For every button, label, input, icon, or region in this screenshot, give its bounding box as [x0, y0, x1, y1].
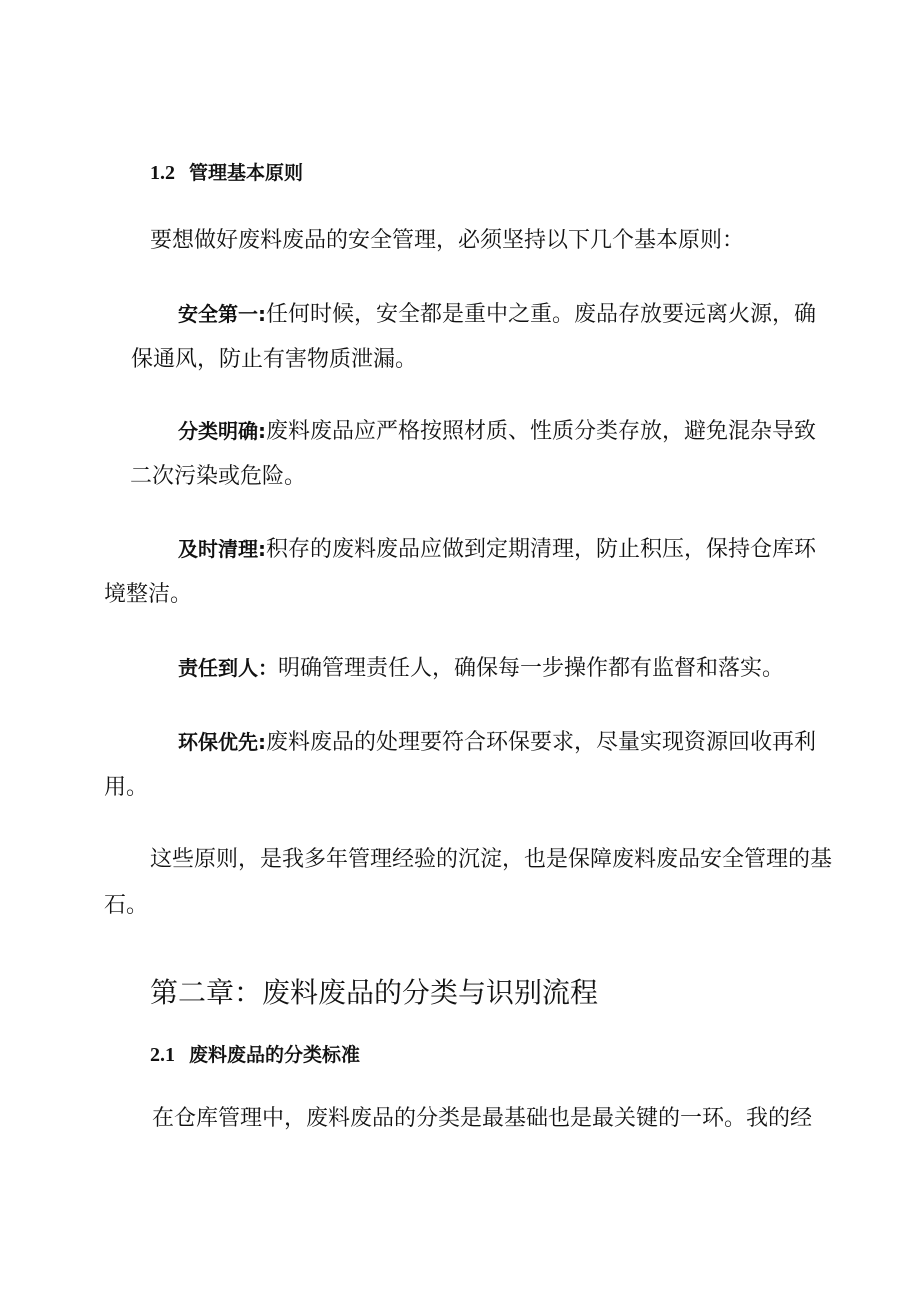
principle-term: 环保优先: [178, 730, 266, 754]
principle-environment-first [0, 719, 920, 811]
section-title: 管理基本原则 [189, 162, 304, 184]
principle-term: 及时清理: [178, 537, 266, 561]
section-heading-2-1 [150, 1042, 850, 1068]
intro-paragraph: 要想做好废料废品的安全管理，必须坚持以下几个基本原则： [150, 228, 745, 253]
chapter-title: 第二章：废料废品的分类与识别流程 [150, 976, 599, 1009]
principle-term: 安全第一: [178, 302, 266, 326]
principle-safety-first [0, 291, 920, 383]
section-number: 2.1 [150, 1044, 175, 1066]
section-number: 1.2 [150, 162, 175, 184]
principle-text-cont: 保通风，防止有害物质泄漏。 [131, 347, 418, 372]
section-title: 废料废品的分类标准 [189, 1044, 361, 1066]
conclusion-paragraph: 这些原则，是我多年管理经验的沉淀，也是保障废料废品安全管理的基 石。 [104, 847, 833, 918]
principle-term: 分类明确: [178, 419, 266, 443]
principle-term: 责任到人： [178, 656, 278, 680]
section-2-1-paragraph: 在仓库管理中，废料废品的分类是最基础也是最关键的一环。我的经 [152, 1106, 813, 1131]
principle-text: 任何时候，安全都是重中之重。废品存放要远离火源，确 [266, 302, 817, 327]
section-heading-1-2 [150, 160, 850, 186]
principle-clear-classification [0, 408, 920, 500]
principle-timely-cleanup [0, 526, 920, 618]
principle-text: 明确管理责任人，确保每一步操作都有监督和落实。 [278, 656, 785, 681]
principle-responsibility [0, 645, 920, 691]
principle-text: 积存的废料废品应做到定期清理，防止积压，保持仓库环 [266, 537, 817, 562]
principle-text: 废料废品的处理要符合环保要求，尽量实现资源回收再利 [266, 730, 817, 755]
principle-text: 废料废品应严格按照材质、性质分类存放，避免混杂导致 [266, 419, 817, 444]
principle-text-cont: 二次污染或危险。 [130, 464, 307, 489]
principle-text-cont: 用。 [104, 775, 149, 800]
principle-text-cont: 境整洁。 [104, 582, 193, 607]
